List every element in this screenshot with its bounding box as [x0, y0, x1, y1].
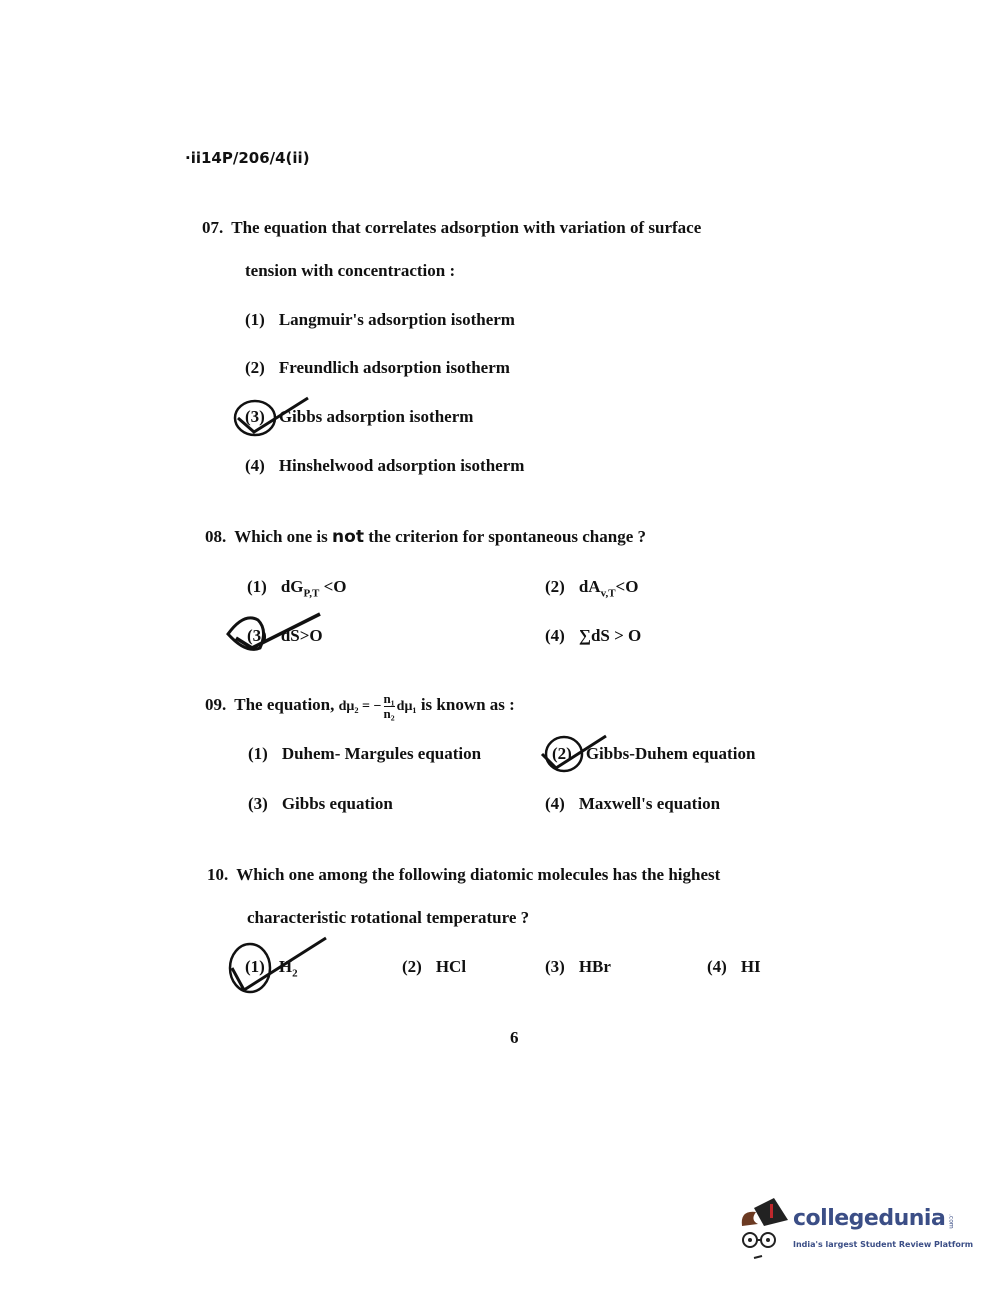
- question-07: [202, 218, 701, 238]
- question-number: 07.: [202, 218, 224, 237]
- logo-wordmark: collegedunia: [793, 1206, 946, 1231]
- question-text: The equation that correlates adsorption with variation of surface: [231, 218, 702, 237]
- fraction: $\frac{\text{n₁}}{\text{n₂}}$: [383, 690, 395, 721]
- logo-row: [793, 1204, 973, 1234]
- option: (2) Freundlich adsorption isotherm: [245, 358, 510, 377]
- option: (4) Hinshelwood adsorption isotherm: [245, 456, 525, 475]
- option-marked: (3) Gibbs adsorption isotherm: [245, 407, 474, 426]
- question-text-cont: tension with concentraction :: [245, 261, 456, 280]
- paper-code: ·ii14P/206/4(ii): [185, 149, 310, 167]
- option: (3) Gibbs equation: [248, 794, 393, 813]
- collegedunia-mascot-icon: [736, 1196, 794, 1260]
- option: (4) HI: [707, 957, 761, 976]
- question-text-cont: characteristic rotational temperature ?: [247, 908, 530, 927]
- option-marked: (1) $H_2$: [245, 957, 298, 980]
- option-marked: (3) dS>O: [247, 626, 323, 645]
- option: (1) Langmuir's adsorption isotherm: [245, 310, 515, 329]
- emphasis-not: not: [332, 527, 364, 547]
- option: (4) ∑dS > O: [545, 626, 642, 645]
- collegedunia-logo: [793, 1204, 973, 1250]
- page-number: 6: [510, 1028, 519, 1047]
- question-08: 08. Which one is not the criterion for spontaneous change ?: [205, 527, 647, 547]
- question-09: 09. The equation, dμ₂ = − $\frac{\text{n₁}}{\text{n₂}}$ dμ₁ is known as :: [205, 690, 515, 721]
- option: (3) HBr: [545, 957, 611, 976]
- logo-tagline: India's largest Student Review Platform: [793, 1240, 974, 1249]
- logo-suffix: .com: [947, 1214, 955, 1229]
- question-10: 10. Which one among the following diatomic molecules has the highest: [207, 865, 721, 884]
- option-marked: (2) Gibbs-Duhem equation: [552, 744, 756, 763]
- option: (1) Duhem- Margules equation: [248, 744, 482, 763]
- option: (2) $dA_{v,T}<O$: [545, 577, 639, 600]
- option: (2) HCl: [402, 957, 467, 976]
- option: (4) Maxwell's equation: [545, 794, 721, 813]
- option: (1) $dG_{P,T} <O$: [247, 577, 347, 600]
